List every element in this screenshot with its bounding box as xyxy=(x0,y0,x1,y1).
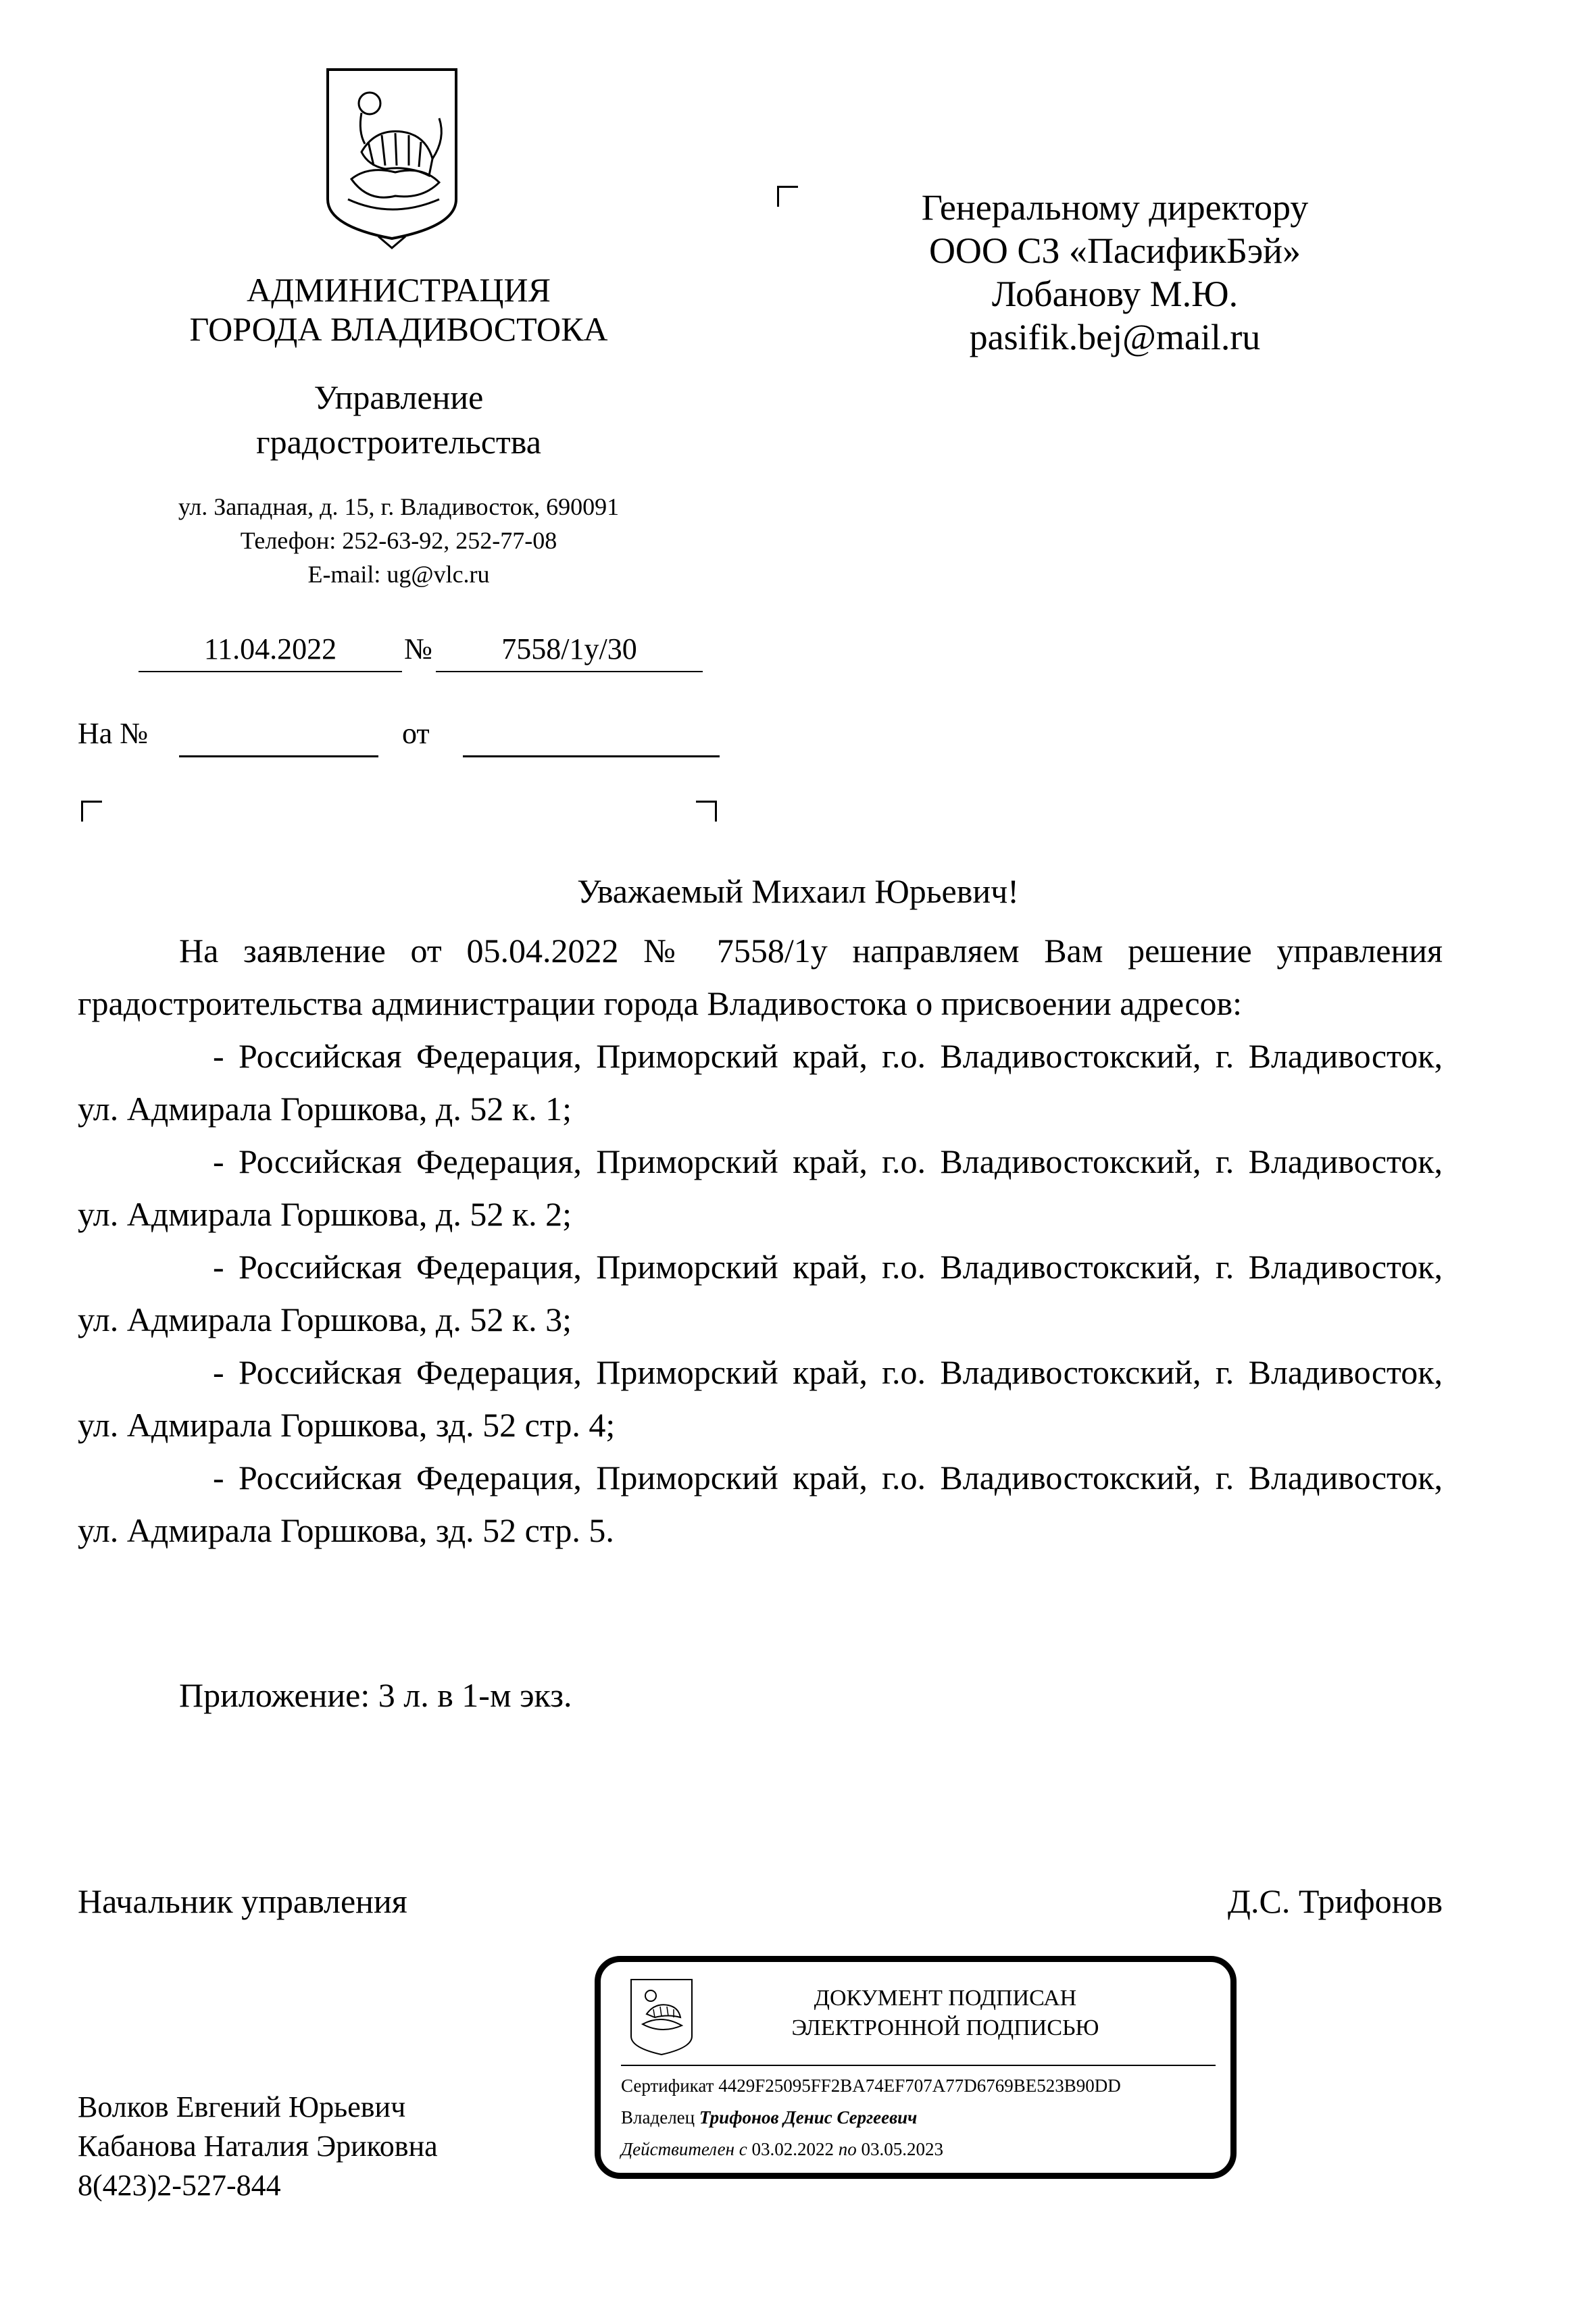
address-item: - Российская Федерация, Приморский край, г.о. Владивостокский, г. Владивосток, ул. Адмирала Горшкова, зд. 52 стр. 5. xyxy=(78,1459,1443,1549)
executor-block xyxy=(78,2088,438,2205)
stamp-validity xyxy=(621,2139,943,2160)
stamp-divider xyxy=(621,2065,1216,2066)
address-item: - Российская Федерация, Приморский край, г.о. Владивостокский, г. Владивосток, ул. Адмирала Горшкова, зд. 52 стр. 4; xyxy=(78,1353,1443,1444)
stamp-heading-line-1: ДОКУМЕНТ ПОДПИСАН xyxy=(814,1986,1077,2011)
registration-number xyxy=(436,632,703,672)
org-line-2: ГОРОДА ВЛАДИВОСТОКА xyxy=(189,310,608,348)
electronic-signature-stamp xyxy=(595,1956,1237,2179)
letter-intro: На заявление от 05.04.2022 № 7558/1у направляем Вам решение управления градостроительства администрации города Владивостока о присвоении адресов: xyxy=(78,932,1443,1022)
reference-date-line xyxy=(463,755,720,757)
stamp-heading-line-2: ЭЛЕКТРОННОЙ ПОДПИСЬЮ xyxy=(791,2015,1099,2040)
addressee-block xyxy=(845,186,1385,359)
organization-name xyxy=(115,270,682,349)
executor-name-1: Волков Евгений Юрьевич xyxy=(78,2090,406,2123)
salutation: Уважаемый Михаил Юрьевич! xyxy=(577,872,1019,910)
owner-value: Трифонов Денис Сергеевич xyxy=(699,2107,918,2128)
certificate-label: Сертификат xyxy=(621,2076,714,2096)
addressee-name: Лобанову М.Ю. xyxy=(991,274,1239,314)
address-item: - Российская Федерация, Приморский край, г.о. Владивостокский, г. Владивосток, ул. Адмирала Горшкова, д. 52 к. 1; xyxy=(78,1037,1443,1128)
stamp-certificate xyxy=(621,2076,1121,2096)
corner-mark xyxy=(777,186,798,207)
org-phone: Телефон: 252-63-92, 252-77-08 xyxy=(240,527,557,554)
appendix-note: Приложение: 3 л. в 1-м экз. xyxy=(179,1676,572,1714)
reference-number-line xyxy=(179,755,378,757)
reference-number-label: На № xyxy=(78,717,149,750)
signatory-name: Д.С. Трифонов xyxy=(1227,1882,1443,1920)
stamp-heading xyxy=(702,1984,1189,2043)
validity-to-label: по xyxy=(838,2139,857,2159)
corner-mark xyxy=(696,801,717,822)
addressee-email: pasifik.bej@mail.ru xyxy=(969,317,1261,357)
registration-date xyxy=(139,632,402,672)
reference-date-label: от xyxy=(402,717,430,750)
validity-from: 03.02.2022 xyxy=(751,2139,834,2159)
letter-body xyxy=(78,924,1443,1557)
certificate-value: 4429F25095FF2BA74EF707A77D6769BE523B90DD xyxy=(718,2076,1121,2096)
executor-name-2: Кабанова Наталия Эриковна xyxy=(78,2130,438,2163)
org-line-1: АДМИНИСТРАЦИЯ xyxy=(247,271,551,309)
registration-number-sign: № xyxy=(404,632,432,665)
addressee-position: Генеральному директору xyxy=(921,187,1309,228)
stamp-owner xyxy=(621,2107,917,2128)
org-email: E-mail: ug@vlc.ru xyxy=(307,561,490,588)
corner-mark xyxy=(81,801,102,822)
department-name xyxy=(115,375,682,464)
signatory-title: Начальник управления xyxy=(78,1882,407,1920)
dept-line-1: Управление xyxy=(314,378,484,416)
contact-block xyxy=(115,490,682,591)
validity-to: 03.05.2023 xyxy=(861,2139,943,2159)
address-item: - Российская Федерация, Приморский край, г.о. Владивостокский, г. Владивосток, ул. Адмирала Горшкова, д. 52 к. 3; xyxy=(78,1248,1443,1338)
city-coat-of-arms-icon xyxy=(321,64,463,250)
address-item: - Российская Федерация, Приморский край, г.о. Владивостокский, г. Владивосток, ул. Адмирала Горшкова, д. 52 к. 2; xyxy=(78,1142,1443,1233)
registration-date-value: 11.04.2022 xyxy=(203,632,337,665)
registration-number-value: 7558/1у/30 xyxy=(501,632,637,665)
dept-line-2: градостроительства xyxy=(256,423,541,461)
org-address: ул. Западная, д. 15, г. Владивосток, 690091 xyxy=(178,493,620,520)
stamp-coat-of-arms-icon xyxy=(628,1977,695,2058)
validity-label: Действителен с xyxy=(621,2139,747,2159)
addressee-company: ООО СЗ «ПасификБэй» xyxy=(928,230,1301,271)
executor-phone: 8(423)2-527-844 xyxy=(78,2169,281,2202)
owner-label: Владелец xyxy=(621,2107,695,2128)
